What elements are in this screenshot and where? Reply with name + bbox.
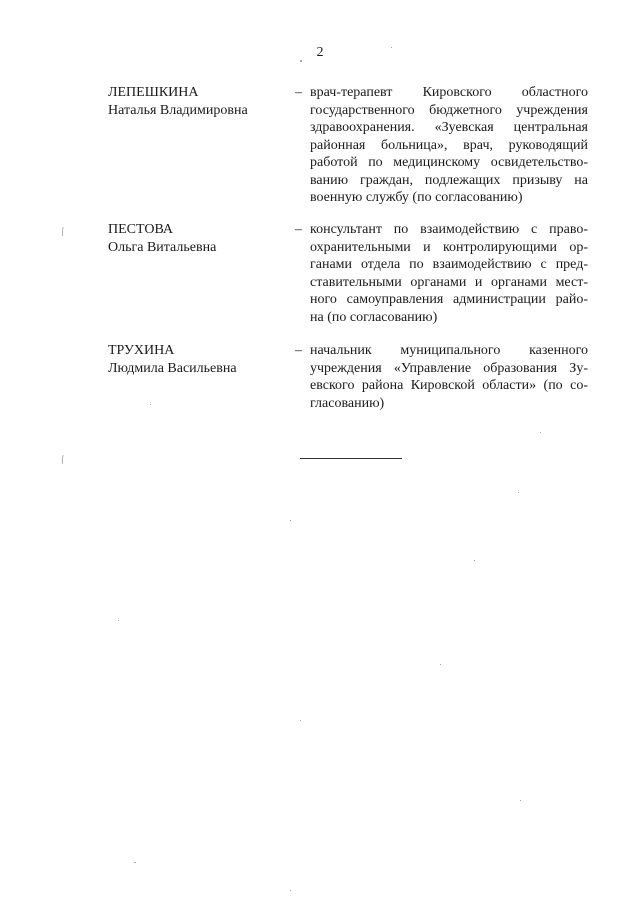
scan-speck (290, 890, 291, 891)
dash-separator: – (295, 343, 302, 358)
dash-separator: – (295, 85, 302, 100)
scan-speck (290, 520, 291, 521)
member-surname: ЛЕПЕШКИНА (108, 85, 199, 100)
member-given-names: Ольга Витальевна (108, 239, 217, 255)
position-line: ставительными органами и органами мест- (310, 274, 588, 290)
scan-speck (474, 560, 475, 561)
position-line: врач-терапевт Кировского областного (310, 85, 588, 100)
position-line: работой по медицинскому освидетельство- (310, 155, 588, 170)
scan-speck (118, 620, 119, 621)
position-line: консультант по взаимодействию с право- (310, 222, 588, 237)
page-number: 2 (316, 45, 324, 60)
position-line: начальник муниципального казенного (310, 343, 588, 358)
scan-speck (300, 60, 302, 62)
position-line: государственного бюджетного учреждения (310, 102, 588, 118)
position-line: здравоохранения. «Зуевская центральная (310, 120, 588, 135)
scan-speck (150, 404, 151, 405)
scan-speck (134, 862, 136, 863)
member-given-names: Наталья Владимировна (108, 102, 248, 118)
position-line: охранительными и контролирующими ор- (310, 239, 588, 255)
position-line: на (по согласованию) (310, 309, 438, 325)
member-surname: ПЕСТОВА (108, 222, 174, 237)
position-line: ванию граждан, подлежащих призыву на (310, 172, 588, 188)
scan-speck (440, 664, 441, 665)
position-line: районная больница», врач, руководящий (310, 137, 588, 153)
member-name (108, 342, 288, 377)
position-line: евского района Кировской области» (по со- (310, 378, 588, 393)
member-given-names: Людмила Васильевна (108, 360, 237, 376)
member-position (310, 342, 588, 412)
scan-speck (518, 492, 519, 493)
position-line: гласованию) (310, 395, 385, 411)
position-line: ного самоуправления администрации райо- (310, 292, 588, 307)
member-name (108, 84, 288, 119)
member-position (310, 84, 588, 207)
scan-speck (300, 720, 301, 721)
member-name (108, 221, 288, 256)
scan-mark: ⁄ (59, 226, 67, 238)
scan-speck (391, 47, 392, 48)
scan-mark: ⁄ (59, 454, 67, 466)
member-position (310, 221, 588, 326)
position-line: учреждения «Управление образования Зу- (310, 360, 588, 376)
position-line: ганами отдела по взаимодействию с пред- (310, 257, 588, 272)
scan-speck (520, 800, 521, 801)
dash-separator: – (295, 222, 302, 237)
scan-speck (540, 432, 541, 433)
position-line: военную службу (по согласованию) (310, 190, 523, 205)
member-surname: ТРУХИНА (108, 343, 175, 358)
closing-divider (300, 458, 402, 459)
